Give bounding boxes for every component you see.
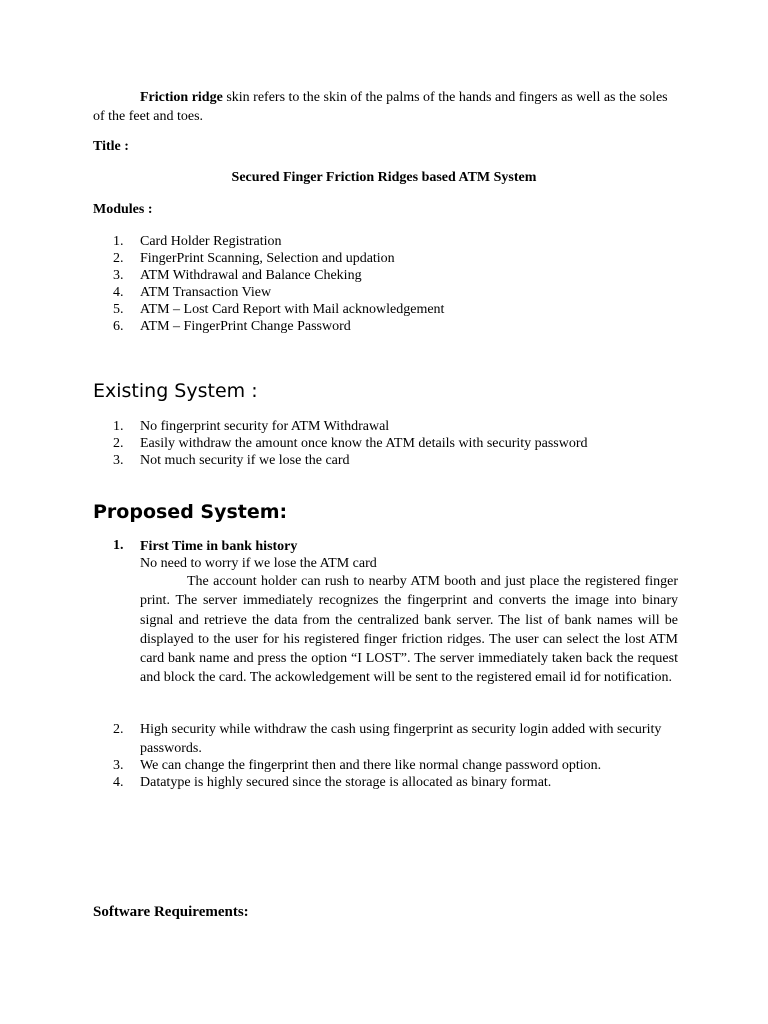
proposed-first-subtitle: No need to worry if we lose the ATM card — [140, 556, 377, 571]
existing-system-heading: Existing System : — [93, 380, 258, 402]
title-label: Title : — [93, 139, 129, 154]
intro-paragraph — [93, 88, 678, 126]
intro-text: skin refers to the skin of the palms of the hands and fingers as well as the soles of the feet and toes. — [93, 90, 668, 124]
list-item: 6. ATM – FingerPrint Change Password — [113, 319, 351, 334]
document-title: Secured Finger Friction Ridges based ATM System — [231, 170, 537, 185]
existing-system-list — [113, 418, 678, 469]
proposed-item-2: 2. High security while withdraw the cash using fingerprint as security login added with security passwords. — [113, 722, 662, 756]
proposed-item-3: 3. We can change the fingerprint then and there like normal change password option. — [113, 758, 602, 773]
list-item: 2. Easily withdraw the amount once know the ATM details with security password — [113, 436, 588, 451]
list-item: 5. ATM – Lost Card Report with Mail acknowledgement — [113, 302, 445, 317]
proposed-item-first: 1. First Time in bank history No need to worry if we lose the ATM card The account holder can rush to nearby ATM booth and just place the registered finger print. The server immediately recognizes the fingerprint and converts the image into binary signal and retrieve the data from the centralized bank server. The list of bank names will be displayed to the user for his registered finger friction ridges. The user can select the lost ATM card bank name and press the option “I LOST”. The server immediately taken back the request and block the card. The ackowledgement will be sent to the registered email id for notification. — [113, 538, 678, 688]
list-item: 3. ATM Withdrawal and Balance Cheking — [113, 268, 362, 283]
proposed-first-title: First Time in bank history — [140, 539, 298, 554]
list-item: 4. ATM Transaction View — [113, 285, 272, 300]
modules-list — [113, 233, 678, 335]
software-requirements-heading: Software Requirements: — [93, 904, 249, 920]
list-item: 1. No fingerprint security for ATM Withdrawal — [113, 419, 390, 434]
list-item: 2. FingerPrint Scanning, Selection and updation — [113, 251, 395, 266]
list-item: 1. Card Holder Registration — [113, 234, 282, 249]
list-item: 3. Not much security if we lose the card — [113, 453, 350, 468]
modules-label: Modules : — [93, 202, 153, 217]
proposed-item-4: 4. Datatype is highly secured since the storage is allocated as binary format. — [113, 775, 552, 790]
intro-term: Friction ridge — [140, 90, 223, 105]
proposed-first-paragraph: The account holder can rush to nearby ATM booth and just place the registered finger print. The server immediately recognizes the fingerprint and converts the image into binary signal and retrieve the data from the centralized bank server. The list of bank names will be displayed to the user for his registered finger friction ridges. The user can select the lost ATM card bank name and press the option “I LOST”. The server immediately taken back the request and block the card. The ackowledgement will be sent to the registered email id for notification. — [140, 574, 678, 686]
proposed-system-heading: Proposed System: — [93, 501, 288, 523]
